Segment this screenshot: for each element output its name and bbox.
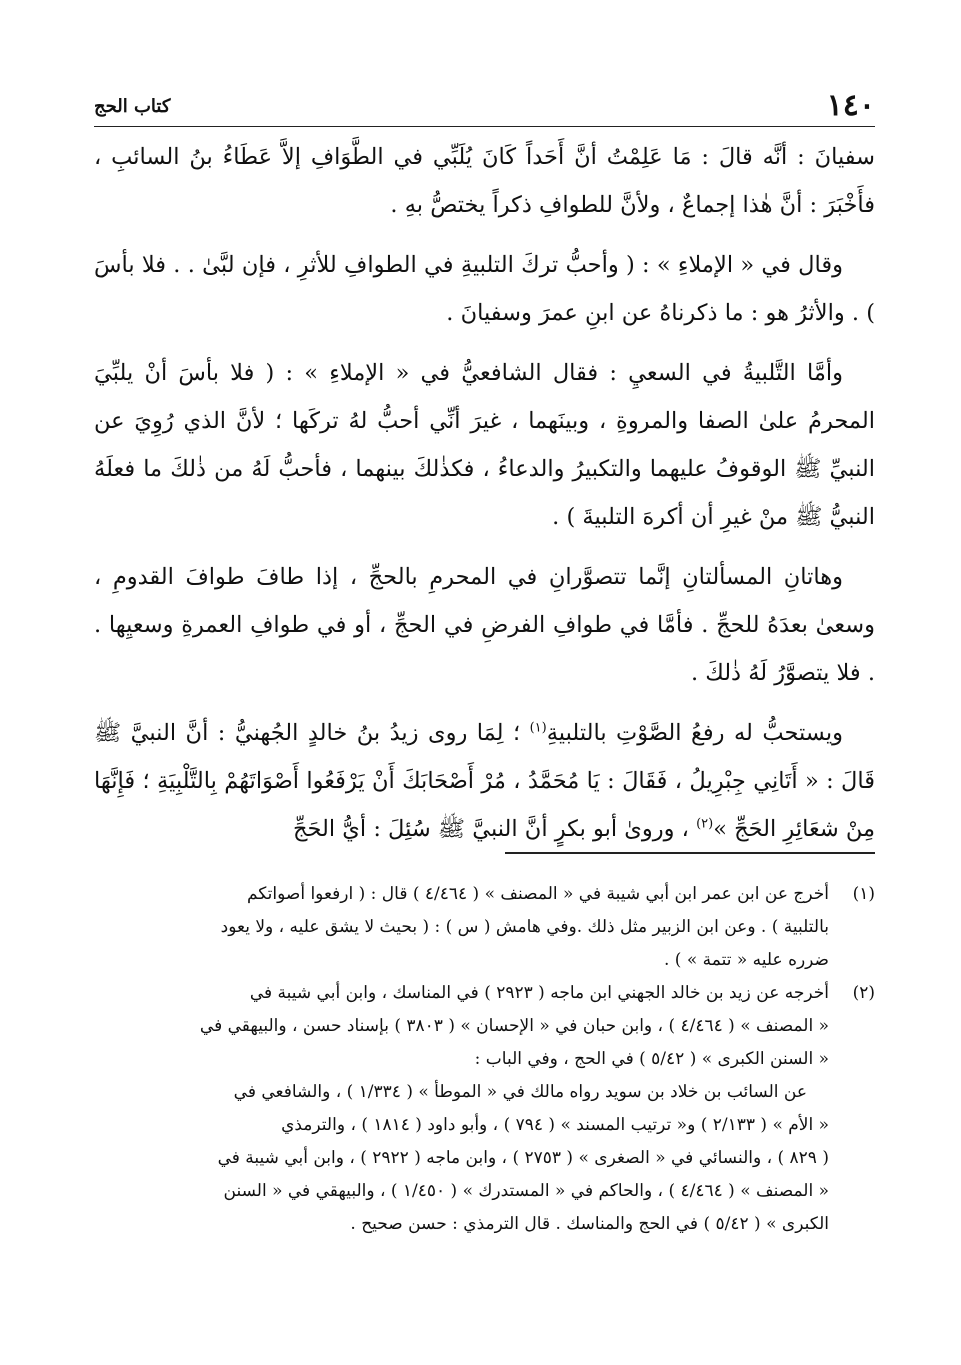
footnote-line: « المصنف » ( ٤/٤٦٤ ) ، وابن حبان في « الإحسان » ( ٣٨٠٣ ) بإسناد حسن ، والبيهقي في bbox=[199, 1016, 829, 1036]
paragraph-5-part-b: ؛ لِمَا روى زيدُ بنُ خالدٍ الجُهنيُّ : أنَّ النبيَّ ﷺ قَالَ : « أَتَانِي جِبْرِيلُ ، فَقَالَ : يَا مُحَمَّدُ ، مُرْ أَصْحَابَكَ أَنْ يَرْفَعُوا أَصْوَاتَهُمْ بِالتَّلْبِيَةِ ؛ فَإِنَّهَا مِنْ شعَائِرِ الحَجِّ » bbox=[94, 720, 875, 842]
footnote-1 bbox=[94, 878, 875, 977]
page-header bbox=[94, 86, 875, 127]
footnote-line: عن السائب بن خلاد بن سويد رواه مالك في « الموطأ » ( ١/٣٣٤ ) ، والشافعي في bbox=[233, 1082, 807, 1102]
footnote-line: بالتلبية ) . وعن ابن الزبير مثل ذلك .وفي هامش ( س ) : ( بحيث لا يشق عليه ، ولا يعود bbox=[220, 917, 829, 937]
paragraph-1: سفيانَ : أنَّه قالَ : مَا عَلِمْتُ أنَّ أَحَداً كَانَ يُلَبِّي في الطَّوَافِ إلاَّ عَطَاءُ بنُ السائبِ ، فأَخْبَرَ : أنَّ هٰذا إجماعٌ ، ولأنَّ للطوافِ ذكراً يختصُّ بهِ . bbox=[94, 144, 875, 218]
footnote-marker-1: (١) bbox=[529, 720, 547, 736]
paragraph-4: وهاتانِ المسألتانِ إنَّما تتصوَّرانِ في المحرمِ بالحجِّ ، إذا طافَ طوافَ القدومِ ، وسعىٰ بعدَهُ للحجِّ . فأمَّا في طوافِ الفرضِ في الحجِّ ، أو في طوافِ العمرةِ وسعيِها . . فلا يتصوَّرُ لَهُ ذٰلكَ . bbox=[94, 564, 875, 686]
footnote-number: (٢) bbox=[852, 983, 875, 1003]
footnote-marker-2: (٢) bbox=[696, 816, 714, 832]
paragraph-2: وقال في « الإملاءِ » : ( وأحبُّ تركَ التلبيةِ في الطوافِ للأثرِ ، فإن لبَّىٰ . . فلا بأسَ ) . والأثرُ هو : ما ذكرناهُ عن ابنِ عمرَ وسفيانَ . bbox=[94, 252, 875, 326]
footnote-line: « المصنف » ( ٤/٤٦٤ ) ، والحاكم في « المستدرك » ( ١/٤٥٠ ) ، والبيهقي في « السنن bbox=[223, 1181, 829, 1201]
footnote-separator bbox=[505, 852, 875, 854]
footnote-line: « الأم » ( ٢/١٣٣ ) و« ترتيب المسند » ( ٧٩٤ ) ، وأبو داود ( ١٨١٤ ) ، والترمذي bbox=[281, 1115, 829, 1135]
footnote-2 bbox=[94, 977, 875, 1241]
paragraph-5 bbox=[94, 709, 875, 853]
footnote-line: أخرج عن ابن عمر ابن أبي شيبة في « المصنف » ( ٤/٤٦٤ ) قال : ( ارفعوا أصواتكم bbox=[246, 884, 829, 904]
footnote-line: الكبرى » ( ٥/٤٢ ) في الحج والمناسك . قال الترمذي : حسن صحيح . bbox=[350, 1214, 829, 1234]
footnote-line: ( ٨٢٩ ) ، والنسائي في « الصغرى » ( ٢٧٥٣ ) ، وابن ماجه ( ٢٩٢٢ ) ، وابن أبي شيبة في bbox=[217, 1148, 829, 1168]
footnote-line: « السنن الكبرى » ( ٥/٤٢ ) في الحج ، وفي الباب : bbox=[474, 1049, 829, 1069]
paragraph-5-part-c: ، وروىٰ أبو بكرٍ أنَّ النبيَّ ﷺ سُئِلَ : أيُّ الحَجِّ bbox=[293, 816, 697, 842]
paragraph-3: وأمَّا التَّلبيةُ في السعيِ : فقال الشافعيُّ في « الإملاءِ » : ( فلا بأسَ أنْ يلبِّيَ المحرمُ علىٰ الصفا والمروةِ ، وبينَهما ، غيرَ أنِّي أحبُّ لهُ تركَها ؛ لأنَّ الذي رُوِيَ عن النبيِّ ﷺ الوقوفُ عليهما والتكبيرُ والدعاءُ ، فكذٰلكَ بينهما ، فأحبُّ لَهُ من ذٰلكَ ما فعلَهُ النبيُّ ﷺ منْ غيرِ أن أكرهَ التلبيةَ ) . bbox=[94, 360, 875, 530]
page-number: ١٤٠ bbox=[826, 88, 875, 123]
main-text bbox=[94, 133, 875, 865]
running-title: كتاب الحج bbox=[94, 96, 171, 117]
footnotes bbox=[94, 878, 875, 1241]
paragraph-5-part-a: ويستحبُّ له رفعُ الصَّوْتِ بالتلبيةِ bbox=[546, 720, 843, 746]
footnote-line: ضرره عليه « تتمة » ) . bbox=[663, 950, 829, 970]
footnote-number: (١) bbox=[852, 884, 875, 904]
footnote-line: أخرجه عن زيد بن خالد الجهني ابن ماجه ( ٢٩٢٣ ) في المناسك ، وابن أبي شيبة في bbox=[249, 983, 829, 1003]
